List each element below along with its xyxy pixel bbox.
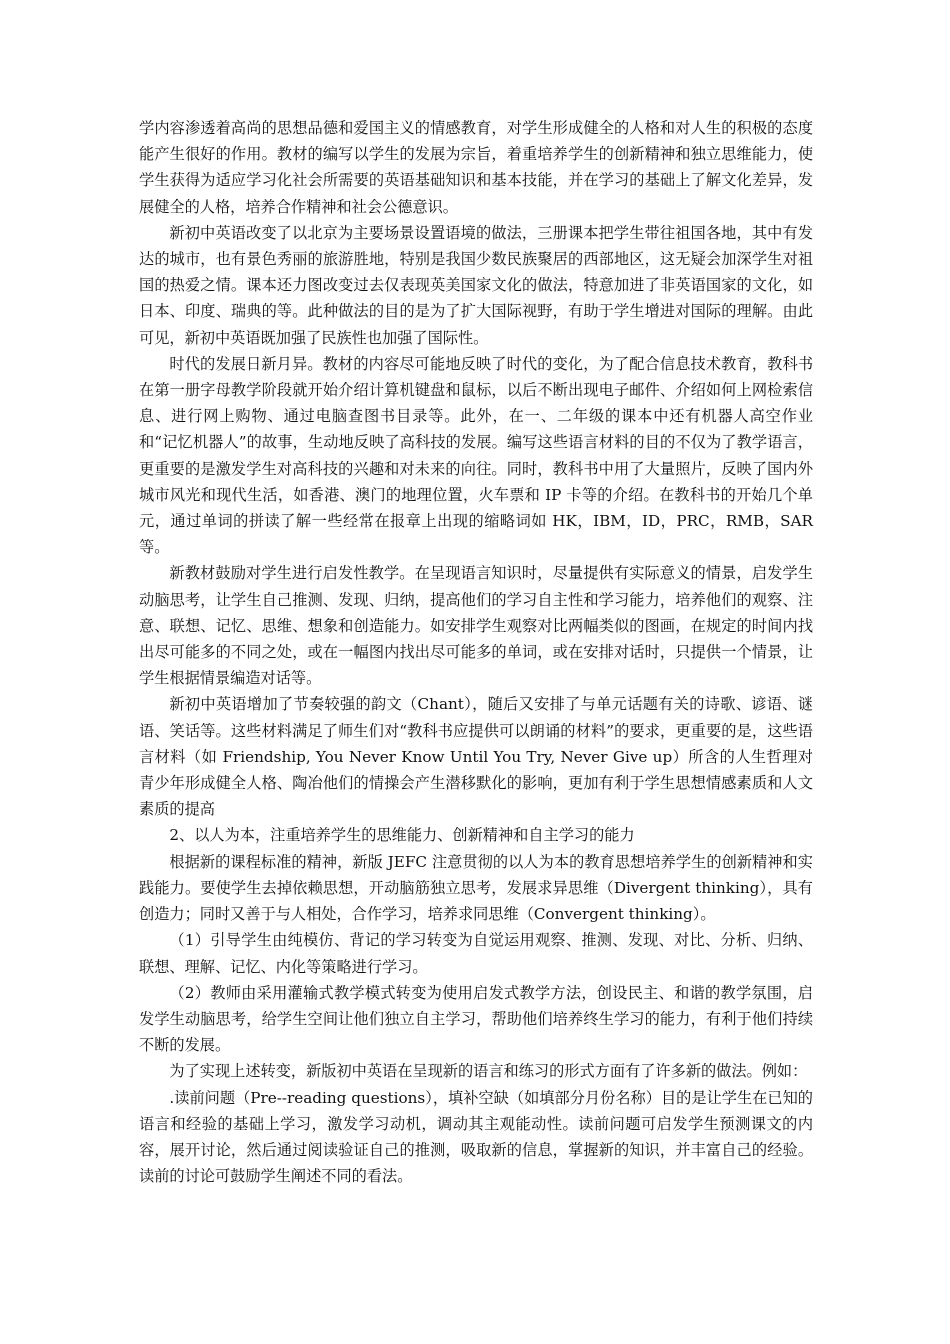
paragraph-1: 学内容渗透着高尚的思想品德和爱国主义的情感教育，对学生形成健全的人格和对人生的积极的态度能产生很好的作用。教材的编写以学生的发展为宗旨，着重培养学生的创新精神和独立思维能力，使学生获得为适应学习化社会所需要的英语基础知识和基本技能，并在学习的基础上了解文化差异，发展健全的人格，培养合作精神和社会公德意识。 bbox=[139, 119, 813, 216]
paragraph-2: 新初中英语改变了以北京为主要场景设置语境的做法，三册课本把学生带往祖国各地，其中有发达的城市，也有景色秀丽的旅游胜地，特别是我国少数民族聚居的西部地区，这无疑会加深学生对祖国的热爱之情。课本还力图改变过去仅表现英美国家文化的做法，特意加进了非英语国家的文化，如日本、印度、瑞典的等。此种做法的目的是为了扩大国际视野，有助于学生增进对国际的理解。由此可见，新初中英语既加强了民族性也加强了国际性。 bbox=[139, 223, 813, 347]
list-item-1: （1）引导学生由纯模仿、背记的学习转变为自觉运用观察、推测、发现、对比、分析、归纳、联想、理解、记忆、内化等策略进行学习。 bbox=[139, 931, 813, 976]
paragraph-7: 根据新的课程标准的精神，新版 JEFC 注意贯彻的以人为本的教育思想培养学生的创新精神和实践能力。要使学生去掉依赖思想，开动脑筋独立思考，发展求异思维（Divergent thinking），具有创造力；同时又善于与人相处，合作学习，培养求同思维（Convergent thinking）。 bbox=[139, 852, 813, 924]
paragraph-10: 为了实现上述转变，新版初中英语在呈现新的语言和练习的形式方面有了许多新的做法。例如： bbox=[169, 1062, 808, 1081]
paragraph-4: 新教材鼓励对学生进行启发性教学。在呈现语言知识时，尽量提供有实际意义的情景，启发学生动脑思考，让学生自己推测、发现、归纳，提高他们的学习自主性和学习能力，培养他们的观察、注意、联想、记忆、思维、想象和创造能力。如安排学生观察对比两幅类似的图画，在规定的时间内找出尽可能多的不同之处，或在一幅图内找出尽可能多的单词，或在安排对话时，只提供一个情景，让学生根据情景编造对话等。 bbox=[139, 564, 813, 688]
document-body bbox=[139, 115, 813, 1189]
section-heading-2: 2、以人为本，注重培养学生的思维能力、创新精神和自主学习的能力 bbox=[169, 826, 635, 845]
list-item-2: （2）教师由采用灌输式教学模式转变为使用启发式教学方法，创设民主、和谐的教学氛围，启发学生动脑思考，给学生空间让他们独立自主学习，帮助他们培养终生学习的能力，有利于他们持续不断的发展。 bbox=[139, 983, 813, 1055]
paragraph-3: 时代的发展日新月异。教材的内容尽可能地反映了时代的变化，为了配合信息技术教育，教科书在第一册字母教学阶段就开始介绍计算机键盘和鼠标，以后不断出现电子邮件、介绍如何上网检索信息、进行网上购物、通过电脑查图书目录等。此外，在一、二年级的课本中还有机器人高空作业和“记忆机器人”的故事，生动地反映了高科技的发展。编写这些语言材料的目的不仅为了教学语言，更重要的是激发学生对高科技的兴趣和对未来的向往。同时，教科书中用了大量照片，反映了国内外城市风光和现代生活，如香港、澳门的地理位置，火车票和 IP 卡等的介绍。在教科书的开始几个单元，通过单词的拼读了解一些经常在报章上出现的缩略词如 HK，IBM，ID，PRC，RMB，SAR 等。 bbox=[139, 354, 813, 557]
paragraph-11: .读前问题（Pre--reading questions），填补空缺（如填部分月份名称）目的是让学生在已知的语言和经验的基础上学习，激发学习动机，调动其主观能动性。读前问题可启发学生预测课文的内容，展开讨论，然后通过阅读验证自己的推测，吸取新的信息，掌握新的知识，并丰富自己的经验。读前的讨论可鼓励学生阐述不同的看法。 bbox=[139, 1088, 813, 1186]
paragraph-5: 新初中英语增加了节奏较强的韵文（Chant），随后又安排了与单元话题有关的诗歌、谚语、谜语、笑话等。这些材料满足了师生们对“教科书应提供可以朗诵的材料”的要求，更重要的是，这些语言材料（如 Friendship, You Never Know Until You Try, Never Give up）所含的人生哲理对青少年形成健全人格、陶冶他们的情操会产生潜移默化的影响，更加有利于学生思想情感素质和人文素质的提高 bbox=[139, 695, 813, 819]
